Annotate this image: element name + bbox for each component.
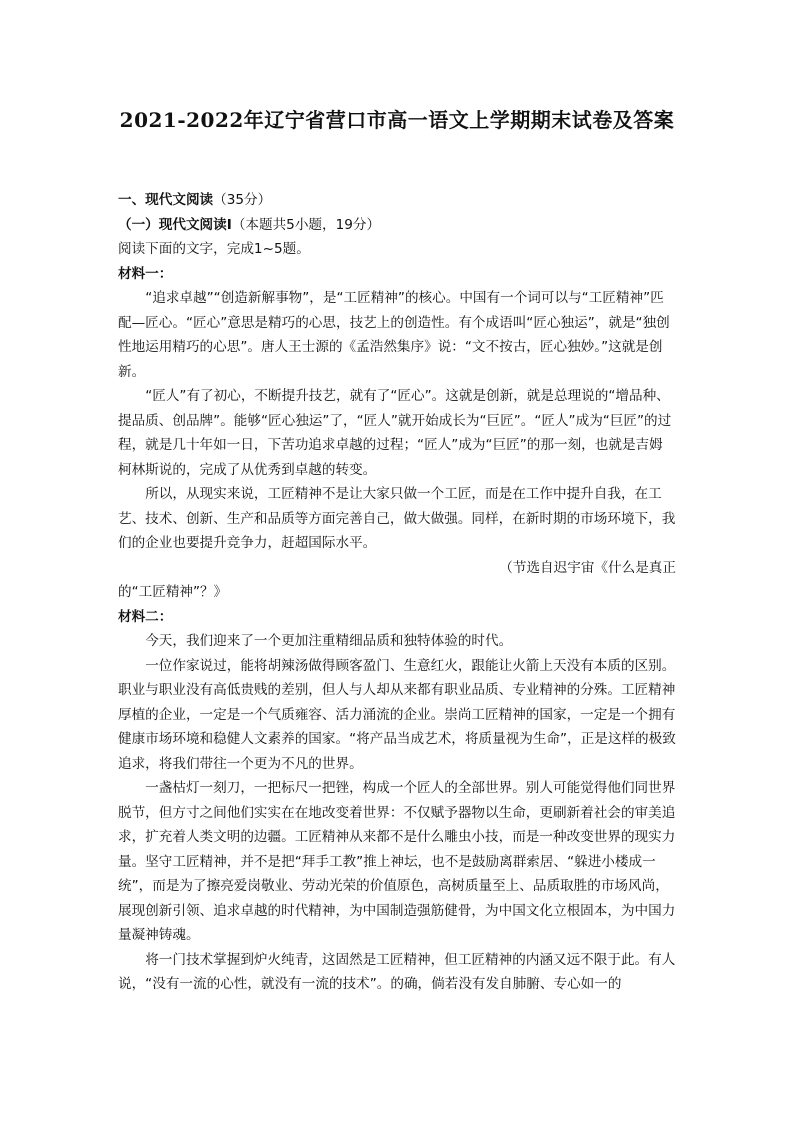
section-heading	[118, 188, 676, 213]
material-two-paragraph: 一位作家说过，能将胡辣汤做得顾客盈门、生意红火，跟能让火箭上天没有本质的区别。职业与职业没有高低贵贱的差别，但人与人却从来都有职业品质、专业精神的分殊。工匠精神厚植的企业，一定是一个气质雍容、活力涌流的企业。崇尚工匠精神的国家，一定是一个拥有健康市场环境和稳健人文素养的国家。“将产品当成艺术，将质量视为生命”，正是这样的极致追求，将我们带往一个更为不凡的世界。	[118, 657, 676, 772]
material-one-label: 材料一：	[118, 265, 173, 282]
instruction-text: 阅读下面的文字，完成1~5题。	[118, 241, 310, 257]
material-two-paragraph: 将一门技术掌握到炉火纯青，这固然是工匠精神，但工匠精神的内涵又远不限于此。有人说，“没有一流的心性，就没有一流的技术”。的确，倘若没有发自肺腑、专心如一的	[118, 951, 676, 992]
material-one-source: （节选自迟宇宙《什么是真正	[499, 559, 676, 576]
material-two-paragraph: 今天，我们迎来了一个更加注重精细品质和独特体验的时代。	[145, 633, 513, 649]
document-body	[118, 188, 676, 997]
document-title: 2021-2022年辽宁省营口市高一语文上学期期末试卷及答案	[119, 108, 675, 132]
material-one-source-continued: 的“工匠精神”？》	[118, 584, 228, 600]
subsection-heading	[118, 213, 676, 238]
section-score: （35分）	[213, 192, 272, 208]
material-one-paragraph: “追求卓越”“创造新解事物”，是“工匠精神”的核心。中国有一个词可以与“工匠精神”匹配—匠心。“匠心”意思是精巧的心思，技艺上的创造性。有个成语叫“匠心独运”，就是“独创性地运用精巧的心思”。唐人王士源的《孟浩然集序》说：“文不按古，匠心独妙。”这就是创新。	[118, 290, 670, 380]
material-one-paragraph: 所以，从现实来说，工匠精神不是让大家只做一个工匠，而是在工作中提升自我，在工艺、技术、创新、生产和品质等方面完善自己，做大做强。同样，在新时期的市场环境下，我们的企业也要提升竞争力，赶超国际水平。	[118, 486, 676, 551]
subsection-score: （本题共5小题，19分）	[231, 216, 381, 233]
material-two-label: 材料二：	[118, 608, 173, 625]
subsection-heading-text: （一）现代文阅读Ⅰ	[118, 216, 232, 233]
material-two-paragraph: 一盏枯灯一刻刀，一把标尺一把锉，构成一个匠人的全部世界。别人可能觉得他们同世界脱节，但方寸之间他们实实在在地改变着世界：不仅赋予器物以生命，更刷新着社会的审美追求，扩充着人类文明的边疆。工匠精神从来都不是什么雕虫小技，而是一种改变世界的现实力量。坚守工匠精神，并不是把“拜手工教”推上神坛，也不是鼓励离群索居、“躲进小楼成一统”，而是为了擦亮爱岗敬业、劳动光荣的价值原色，高树质量至上、品质取胜的市场风尚，展现创新引领、追求卓越的时代精神，为中国制造强筋健骨，为中国文化立根固本，为中国力量凝神铸魂。	[118, 780, 676, 943]
material-one-paragraph: “匠人”有了初心，不断提升技艺，就有了“匠心”。这就是创新，就是总理说的“增品种、提品质、创品牌”。能够“匠心独运”了，“匠人”就开始成长为“巨匠”。“匠人”成为“巨匠”的过程，就是几十年如一日，下苦功追求卓越的过程；“匠人”成为“巨匠”的那一刻，也就是吉姆柯林斯说的，完成了从优秀到卓越的转变。	[118, 388, 672, 478]
section-heading-text: 一、现代文阅读	[118, 192, 214, 208]
